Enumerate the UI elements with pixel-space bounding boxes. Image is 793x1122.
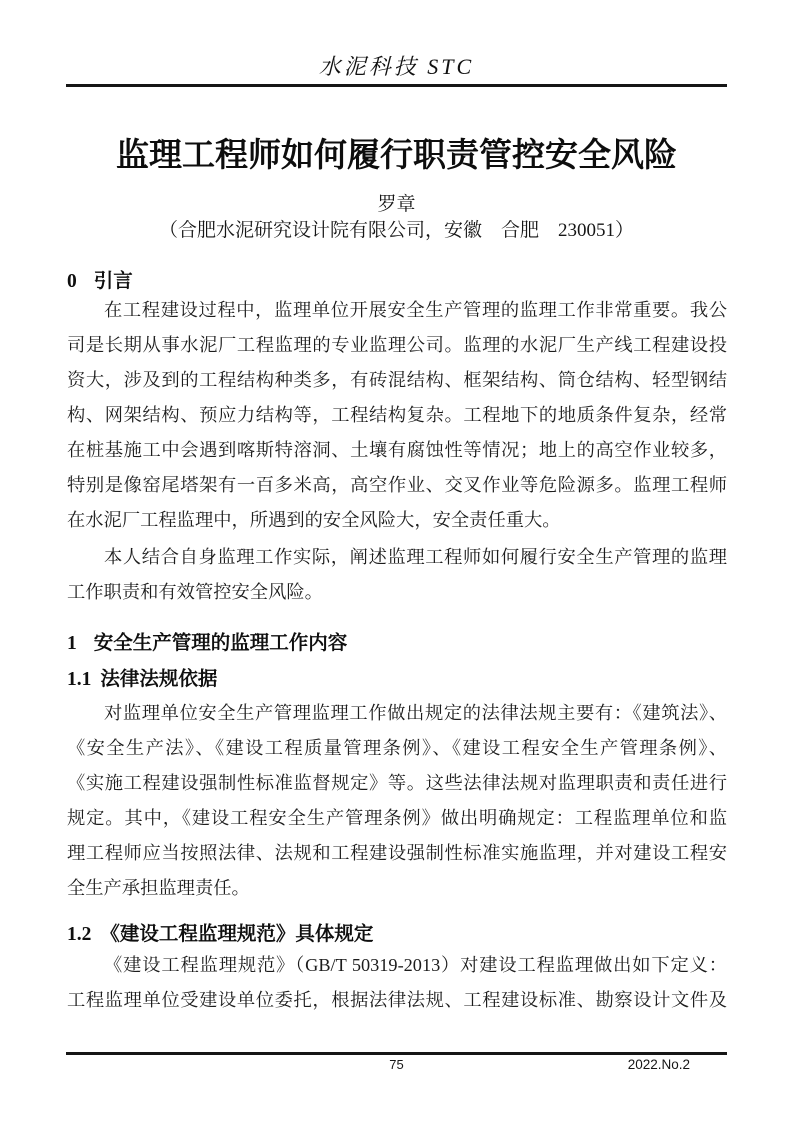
text-line: 对监理单位安全生产管理监理工作做出规定的法律法规主要有：《建筑法》、	[104, 703, 727, 723]
section-title: 引言	[93, 270, 133, 292]
section-heading-1-2	[67, 918, 727, 946]
text-line: 全生产承担监理责任。	[67, 878, 250, 898]
text-line: 司是长期从事水泥厂工程监理的专业监理公司。监理的水泥厂生产线工程建设投	[67, 335, 727, 355]
section-title: 《建设工程监理规范》具体规定	[100, 923, 374, 945]
text-line: 《建设工程监理规范》（GB/T 50319-2013）对建设工程监理做出如下定义：	[104, 955, 727, 975]
paragraph-1-2	[67, 948, 727, 1018]
text-line: 《实施工程建设强制性标准监督规定》等。这些法律法规对监理职责和责任进行	[67, 773, 727, 793]
text-line: 在桩基施工中会遇到喀斯特溶洞、土壤有腐蚀性等情况；地上的高空作业较多，	[67, 440, 727, 460]
text-line: 理工程师应当按照法律、法规和工程建设强制性标准实施监理，并对建设工程安	[67, 843, 727, 863]
text-line: 特别是像窑尾塔架有一百多米高，高空作业、交叉作业等危险源多。监理工程师	[67, 475, 727, 495]
header-rule	[66, 84, 727, 87]
text-line: 工程监理单位受建设单位委托，根据法律法规、工程建设标准、勘察设计文件及	[67, 990, 727, 1010]
paragraph-intro-2	[67, 540, 727, 610]
text-line: 工作职责和有效管控安全风险。	[67, 582, 323, 602]
author-affiliation: （合肥水泥研究设计院有限公司，安徽 合肥 230051）	[158, 220, 634, 241]
text-line: 在工程建设过程中，监理单位开展安全生产管理的监理工作非常重要。我公	[104, 300, 727, 320]
section-number: 0	[67, 271, 77, 292]
text-line: 规定。其中，《建设工程安全生产管理条例》做出明确规定：工程监理单位和监	[67, 808, 727, 828]
footer-rule	[66, 1052, 727, 1055]
section-title: 安全生产管理的监理工作内容	[93, 632, 348, 654]
text-line: 构、网架结构、预应力结构等，工程结构复杂。工程地下的地质条件复杂，经常	[67, 405, 727, 425]
author-name: 罗章	[377, 194, 416, 215]
text-line: 本人结合自身监理工作实际，阐述监理工程师如何履行安全生产管理的监理	[104, 547, 727, 567]
article-title: 监理工程师如何履行职责管控安全风险	[116, 136, 677, 173]
paragraph-intro-1	[67, 293, 727, 538]
issue-number: 2022.No.2	[627, 1057, 690, 1072]
text-line: 《安全生产法》、《建设工程质量管理条例》、《建设工程安全生产管理条例》、	[67, 738, 727, 758]
section-number: 1	[67, 633, 77, 654]
paragraph-1-1	[67, 696, 727, 906]
section-heading-1	[67, 627, 727, 655]
page-number: 75	[389, 1057, 404, 1072]
section-heading-0	[67, 265, 727, 293]
section-title: 法律法规依据	[100, 668, 218, 690]
section-heading-1-1	[67, 663, 727, 691]
text-line: 在水泥厂工程监理中，所遇到的安全风险大，安全责任重大。	[67, 510, 561, 530]
section-number: 1.2	[67, 924, 92, 945]
section-number: 1.1	[67, 669, 92, 690]
text-line: 资大，涉及到的工程结构种类多，有砖混结构、框架结构、筒仓结构、轻型钢结	[67, 370, 727, 390]
journal-header-title: 水泥科技 STC	[318, 54, 475, 79]
